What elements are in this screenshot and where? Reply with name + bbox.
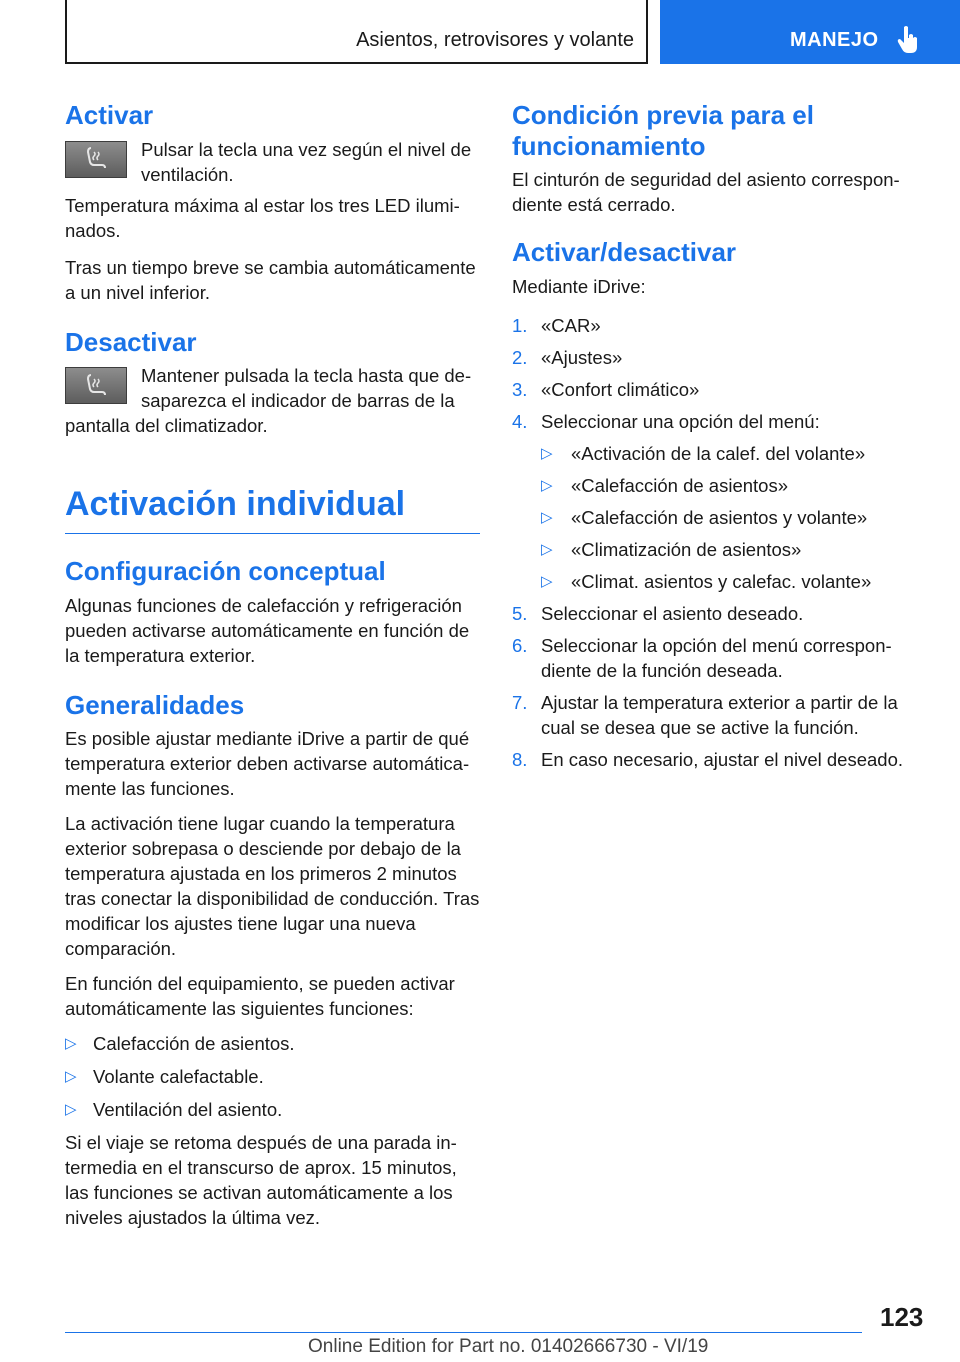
list-item: 5. Seleccionar el asiento deseado. xyxy=(512,603,804,625)
conceptual-p1: Algunas funciones de calefacción y refrigeración pueden activarse automáticamente en función de la temperatura exterior. xyxy=(65,594,470,666)
condicion-p1: El cinturón de seguridad del asiento correspondiente está cerrado. xyxy=(512,169,900,216)
activar-p1: Temperatura máxima al estar los tres LED iluminados. xyxy=(65,194,460,241)
list-item: 8. En caso necesario, ajustar el nivel deseado. xyxy=(512,749,903,771)
triangle-bullet-icon: ▷ xyxy=(65,1068,77,1086)
hand-pointer-icon xyxy=(896,25,920,55)
triangle-bullet-icon: ▷ xyxy=(541,445,553,463)
seat-ventilation-icon xyxy=(82,146,110,172)
triangle-bullet-icon: ▷ xyxy=(65,1035,77,1053)
right-column xyxy=(512,100,912,779)
activar-instruction: Pulsar la tecla una vez según el nivel de ventilación. xyxy=(141,138,472,185)
triangle-bullet-icon: ▷ xyxy=(65,1101,77,1119)
edition-text: Online Edition for Part no. 01402666730 - VI/19 xyxy=(308,1336,709,1357)
section-title: Asientos, retrovisores y volante xyxy=(356,29,634,51)
list-item: ▷ «Calefacción de asientos y volante» xyxy=(541,507,868,529)
activar-p2: Tras un tiempo breve se cambia automáticamente a un nivel inferior. xyxy=(65,256,476,303)
idrive-intro: Mediante iDrive: xyxy=(512,276,646,298)
generalidades-p4: Si el viaje se retoma después de una parada intermedia en el transcurso de aprox. 15 minutos, las funciones se activan automáticamente a los niveles ajustados la última vez. xyxy=(65,1132,457,1229)
list-item: ▷ Ventilación del asiento. xyxy=(65,1099,283,1121)
triangle-bullet-icon: ▷ xyxy=(541,509,553,527)
list-item: ▷ «Calefacción de asientos» xyxy=(541,475,789,497)
list-item: 1. «CAR» xyxy=(512,315,601,337)
seat-ventilation-icon xyxy=(82,373,110,399)
list-item: 2. «Ajustes» xyxy=(512,347,623,369)
list-item: ▷ «Climatización de asientos» xyxy=(541,539,802,561)
desactivar-instruction: Mantener pulsada la tecla hasta que desaparezca el indicador de barras de la pantalla del climatizador. xyxy=(65,365,472,437)
list-item: 3. «Confort climático» xyxy=(512,379,700,401)
header-section-box xyxy=(65,0,648,64)
heading-desactivar: Desactivar xyxy=(65,326,197,357)
footer-divider xyxy=(65,1332,862,1333)
heading-activar: Activar xyxy=(65,100,154,130)
list-item: ▷ Volante calefactable. xyxy=(65,1066,264,1088)
list-item: ▷ «Activación de la calef. del volante» xyxy=(541,443,866,465)
page-number: 123 xyxy=(880,1302,924,1332)
generalidades-p3: En función del equipamiento, se pueden activar automáticamente las siguientes funciones: xyxy=(65,973,455,1020)
list-item: 4. Seleccionar una opción del menú: xyxy=(512,411,820,433)
triangle-bullet-icon: ▷ xyxy=(541,573,553,591)
generalidades-p2: La activación tiene lugar cuando la temperatura exterior sobrepasa o desciende por debajo de la temperatura ajustada en los primeros 2 minutos tras conectar la disponibilidad de conducción. Tras modificar los ajustes tiene lugar una nueva comparación. xyxy=(65,813,480,960)
left-column xyxy=(65,100,480,1240)
list-item: ▷ Calefacción de asientos. xyxy=(65,1033,295,1055)
generalidades-p1: Es posible ajustar mediante iDrive a partir de qué temperatura exterior deben activarse automáticamente las funciones. xyxy=(65,728,470,800)
tab-label: MANEJO xyxy=(790,29,879,51)
list-item: 7. Ajustar la temperatura exterior a partir de la cual se desea que se active la función. xyxy=(512,692,898,739)
seat-ventilation-button[interactable] xyxy=(65,141,127,178)
list-item: 6. Seleccionar la opción del menú correspondiente de la función deseada. xyxy=(512,635,892,682)
heading-activar-desactivar: Activar/desactivar xyxy=(512,237,737,268)
manejo-tab[interactable] xyxy=(660,0,960,64)
heading-generalidades: Generalidades xyxy=(65,689,245,720)
heading-condicion-previa: Condición previa para el funcionamiento xyxy=(512,100,814,161)
heading-configuracion-conceptual: Configuración conceptual xyxy=(65,556,386,587)
seat-ventilation-button[interactable] xyxy=(65,367,127,404)
triangle-bullet-icon: ▷ xyxy=(541,477,553,495)
activar-button-row xyxy=(65,137,480,187)
desactivar-button-row xyxy=(65,363,480,438)
list-item: ▷ «Climat. asientos y calefac. volante» xyxy=(541,571,872,593)
heading-activacion-individual: Activación individual xyxy=(65,484,480,534)
triangle-bullet-icon: ▷ xyxy=(541,541,553,559)
